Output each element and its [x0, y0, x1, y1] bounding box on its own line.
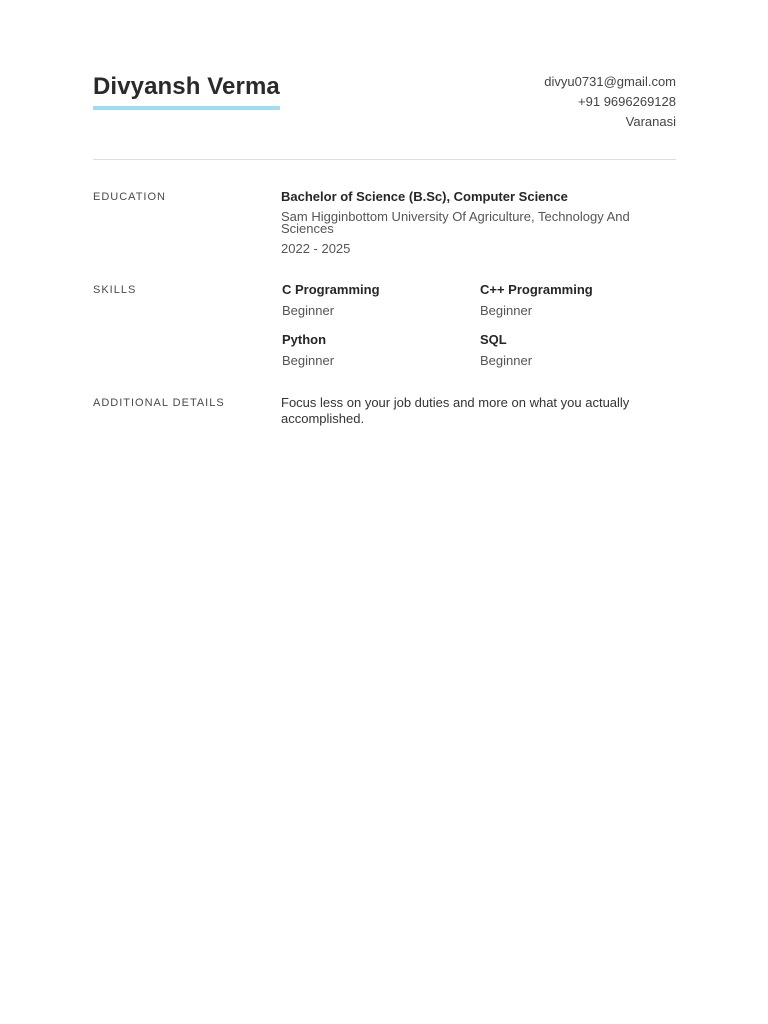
phone-text: +91 9696269128	[578, 94, 676, 109]
skill-name: SQL	[480, 332, 507, 347]
skills-section	[93, 283, 676, 378]
location-text: Varanasi	[625, 114, 676, 129]
header-divider	[93, 159, 676, 160]
email-text: divyu0731@gmail.com	[544, 74, 676, 89]
skills-label: SKILLS	[93, 284, 137, 296]
skill-level: Beginner	[282, 353, 335, 368]
skill-item	[479, 282, 676, 319]
additional-details-body	[281, 396, 676, 427]
skill-name: Python	[282, 332, 327, 347]
skill-item	[281, 332, 479, 369]
resume-header	[93, 72, 676, 132]
additional-details-section	[93, 396, 676, 436]
school-name: Sam Higginbottom University Of Agriculture, Technology And Sciences	[281, 209, 630, 236]
skill-item	[479, 332, 676, 369]
education-years: 2022 - 2025	[281, 241, 351, 256]
skill-level: Beginner	[480, 353, 533, 368]
skill-name: C++ Programming	[480, 282, 593, 297]
skill-item	[281, 282, 479, 319]
education-section	[93, 190, 676, 260]
additional-details-label: ADDITIONAL DETAILS	[93, 397, 225, 409]
skills-body	[281, 283, 676, 369]
skill-name: C Programming	[282, 282, 380, 297]
education-body	[281, 190, 676, 257]
contact-info	[544, 72, 676, 132]
skills-grid	[281, 282, 676, 369]
skill-level: Beginner	[480, 303, 533, 318]
additional-details-text: Focus less on your job duties and more on what you actually accomplished.	[281, 395, 630, 426]
candidate-name: Divyansh Verma	[93, 72, 280, 110]
education-label: EDUCATION	[93, 191, 166, 203]
skill-level: Beginner	[282, 303, 335, 318]
degree-title: Bachelor of Science (B.Sc), Computer Science	[281, 189, 568, 204]
